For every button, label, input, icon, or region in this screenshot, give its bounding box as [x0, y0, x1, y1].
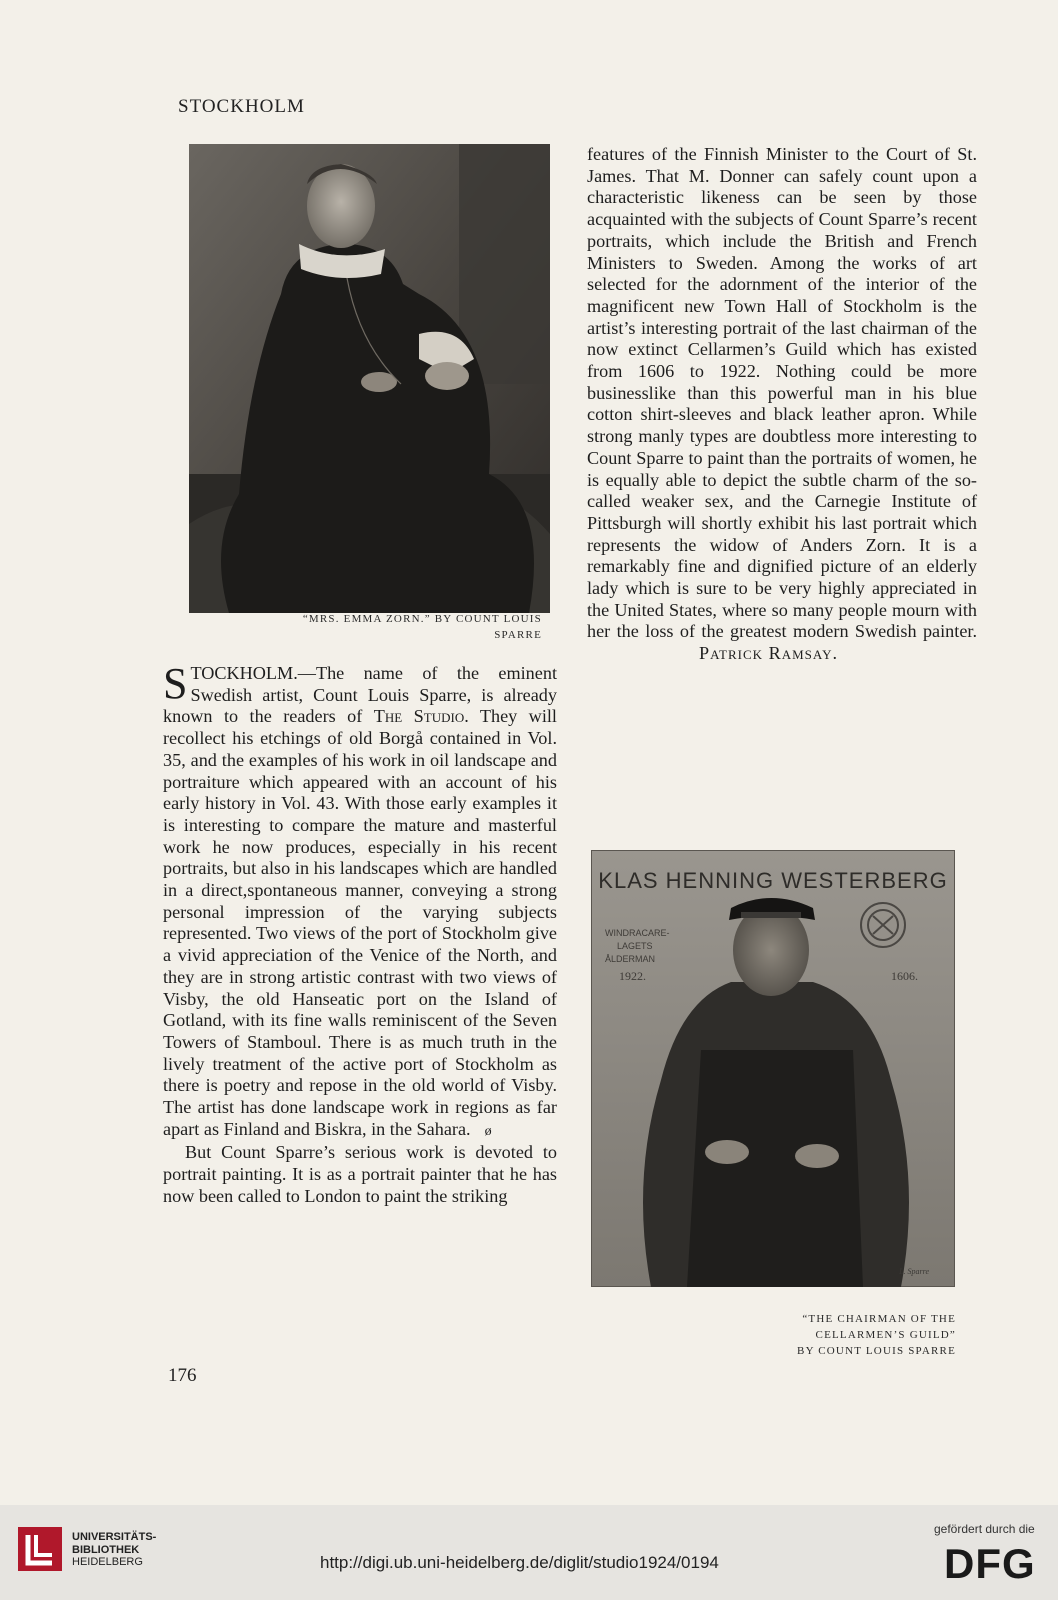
library-logo-icon	[18, 1527, 62, 1571]
plate-inscription-1: WINDRACARE-	[605, 928, 670, 938]
svg-text:L. Sparre: L. Sparre	[899, 1267, 929, 1276]
left-column	[163, 659, 557, 1208]
source-url-link[interactable]: http://digi.ub.uni-heidelberg.de/diglit/studio1924/0194	[320, 1553, 719, 1572]
plate-year-left: 1922.	[619, 969, 646, 983]
library-name-line-1: UNIVERSITÄTS-	[72, 1531, 157, 1543]
author-signature: Patrick Ramsay.	[699, 643, 839, 664]
fleuron-ornament: ø	[484, 1123, 492, 1139]
library-name	[72, 1531, 156, 1569]
paragraph-1-lead: TOCKHOLM.	[190, 663, 298, 683]
library-name-line-3: HEIDELBERG	[72, 1556, 143, 1568]
plate-2-caption-line-1: “THE CHAIRMAN OF THE	[802, 1313, 956, 1325]
dfg-logo: DFG	[944, 1540, 1036, 1587]
paragraph-2: But Count Sparre’s serious work is devoted to portrait painting. It is as a portrait painter that he has now been called to London to paint the striking	[163, 1142, 557, 1206]
dropcap: S	[163, 659, 188, 708]
guild-emblem	[861, 903, 905, 947]
right-column	[587, 144, 977, 665]
plate-inscription-3: ÅLDERMAN	[605, 954, 656, 964]
paragraph-1	[163, 659, 557, 1142]
plate-title: KLAS HENNING WESTERBERG	[598, 868, 948, 893]
portrait-plate-chairman	[591, 850, 955, 1287]
paragraph-1-end: . They will recollect his etchings of old Borgå contained in Vol. 35, and the examples of his work in oil landscape and portraiture which appeared with an account of his early history in Vol. 43. With those early examples it is interesting to compare the mature and masterful work he now produces, especially in his recent portraits, but also in his landscapes which are handled in a direct,spontaneous manner, conveying a strong personal impression of the varying subjects represented. Two views of the port of Stockholm give a vivid appreciation of the Venice of the North, and they are in strong artistic contrast with two views of Visby, the old Hanseatic port on the Island of Gotland, with its fine walls reminiscent of the Seven Towers of Stamboul. There is as much truth in the lively treatment of the active port of Stockholm as there is poetry and repose in the old world of Visby. The artist has done landscape work in regions as far apart as Finland and Biskra, in the Sahara.	[163, 706, 557, 1139]
plate-year-right: 1606.	[891, 969, 918, 983]
sponsor-text: gefördert durch die	[934, 1522, 1035, 1536]
plate-2-caption-line-3: BY COUNT LOUIS SPARRE	[797, 1345, 956, 1357]
plate-2-caption-line-2: CELLARMEN’S GUILD”	[815, 1329, 956, 1341]
paragraph-1-text: —The name of the eminent Swedish artist, Count Louis Sparre, is already known to the readers of	[163, 663, 557, 727]
journal-name: The Studio	[373, 706, 465, 727]
paragraph-3-text: features of the Finnish Minister to the Court of St. James. That M. Donner can safely count upon a characteristic likeness can be seen by those acquainted with the subjects of Count Sparre’s recent portraits, which include the British and French Ministers to Sweden. Among the works of art selected for the adornment of the interior of the magnificent new Town Hall of Stockholm is the artist’s interesting portrait of the last chairman of the now extinct Cellarmen’s Guild which has existed from 1606 to 1922. Nothing could be more businesslike than this powerful man in his blue cotton shirt-sleeves and black leather apron. While strong manly types are doubtless more interesting to Count Sparre to paint than the portraits of women, he is equally able to depict the subtle charm of the so-called weaker sex, and the Carnegie Institute of Pittsburgh will shortly exhibit his last portrait which represents the widow of Anders Zorn. It is a remarkably fine and dignified picture of an elderly lady which is sure to be very highly appreciated in the United States, where so many people mourn with her the loss of the greatest modern Swedish	[587, 144, 977, 642]
plate-1-caption: “MRS. EMMA ZORN.” BY COUNT LOUIS SPARRE	[302, 613, 542, 641]
portrait-plate-emma-zorn	[189, 144, 550, 613]
running-head: STOCKHOLM	[178, 96, 305, 117]
library-name-line-2: BIBLIOTHEK	[72, 1543, 140, 1556]
plate-2-caption	[690, 1311, 956, 1359]
paragraph-3-last-word: painter.	[922, 621, 977, 642]
paragraph-3	[587, 144, 977, 665]
plate-inscription-2: LAGETS	[617, 941, 653, 951]
page-number: 176	[168, 1365, 197, 1386]
